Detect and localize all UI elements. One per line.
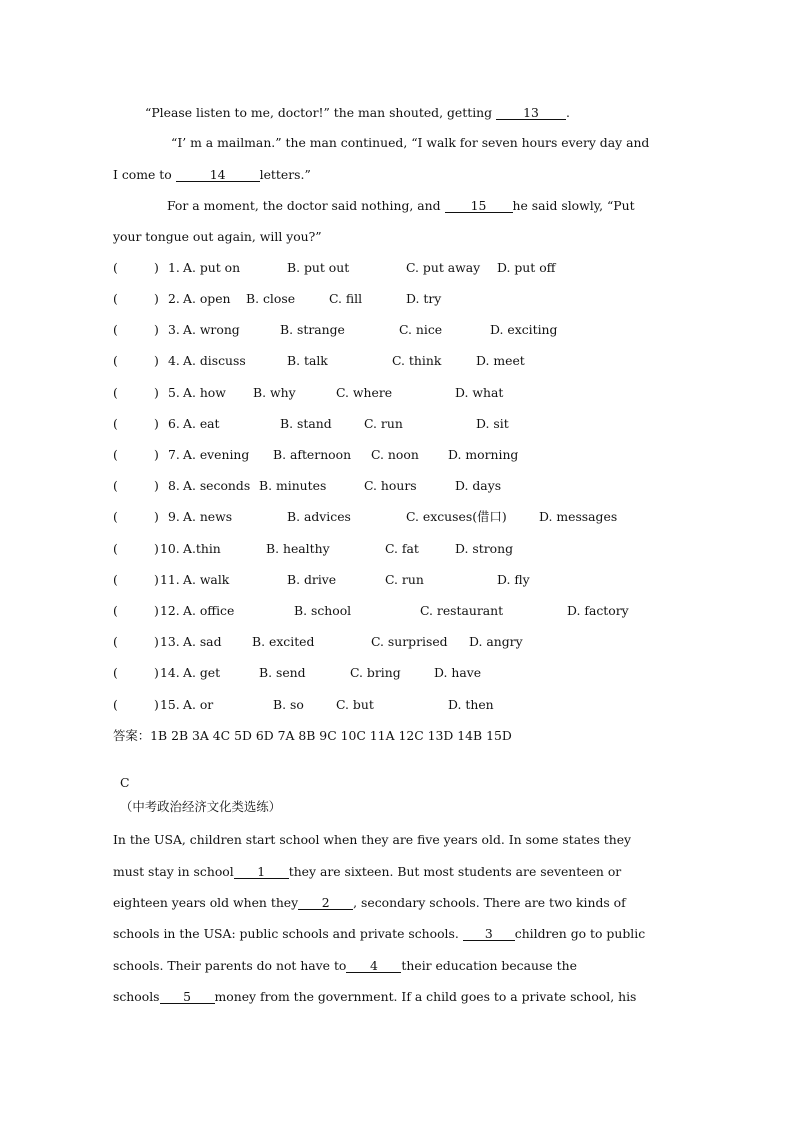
answer-key: 答案：1B 2B 3A 4C 5D 6D 7A 8B 9C 10C 11A 12C 13D 14B 15D [113, 728, 512, 743]
question-row: ( ) 3. A. wrong B. strange C. nice D. exciting [113, 322, 558, 337]
question-row: ( ) 10. A.thin B. healthy C. fat D. strong [113, 541, 514, 556]
blank-4: 4 [346, 959, 401, 973]
blank-1: 1 [234, 865, 289, 879]
passage-line: “I’ m a mailman.” the man continued, “I walk for seven hours every day and [171, 135, 650, 150]
question-row: ( ) 7. A. evening B. afternoon C. noon D. morning [113, 447, 519, 462]
blank-13: 13 [496, 106, 566, 120]
passage-line: “Please listen to me, doctor!” the man shouted, getting 13 . [145, 105, 570, 120]
blank-14: 14 [176, 168, 260, 182]
blank-2: 2 [298, 896, 353, 910]
question-row: ( ) 5. A. how B. why C. where D. what [113, 385, 504, 400]
question-row: ( ) 2. A. open B. close C. fill D. try [113, 291, 442, 306]
passage-line: eighteen years old when they 2 , secondary schools. There are two kinds of [113, 895, 626, 910]
question-row: ( ) 13. A. sad B. excited C. surprised D. angry [113, 634, 523, 649]
passage-line: schools in the USA: public schools and private schools. 3 children go to public [113, 926, 646, 941]
blank-3: 3 [463, 927, 515, 941]
question-row: ( ) 11. A. walk B. drive C. run D. fly [113, 572, 530, 587]
passage-line: I come to 14 letters.” [113, 167, 311, 182]
section-subtitle: （中考政治经济文化类选练） [120, 799, 282, 814]
passage-line: schools. Their parents do not have to 4 their education because the [113, 958, 577, 973]
question-row: ( ) 4. A. discuss B. talk C. think D. meet [113, 353, 525, 368]
question-row: ( ) 8. A. seconds B. minutes C. hours D. days [113, 478, 502, 493]
question-row: ( ) 1. A. put on B. put out C. put away D. put off [113, 260, 556, 275]
passage-line: In the USA, children start school when they are five years old. In some states they [113, 832, 632, 847]
passage-line: For a moment, the doctor said nothing, and 15 he said slowly, “Put [167, 198, 635, 213]
question-row: ( ) 15. A. or B. so C. but D. then [113, 697, 494, 712]
passage-line: schools 5 money from the government. If a child goes to a private school, his [113, 989, 637, 1004]
question-row: ( ) 12. A. office B. school C. restaurant D. factory [113, 603, 629, 618]
question-row: ( ) 6. A. eat B. stand C. run D. sit [113, 416, 509, 431]
question-row: ( ) 9. A. news B. advices C. excuses(借口) D. messages [113, 509, 618, 524]
blank-5: 5 [160, 990, 215, 1004]
blank-15: 15 [445, 199, 513, 213]
passage-line: your tongue out again, will you?” [113, 229, 322, 244]
question-row: ( ) 14. A. get B. send C. bring D. have [113, 665, 482, 680]
section-label: C [120, 775, 130, 790]
passage-line: must stay in school 1 they are sixteen. But most students are seventeen or [113, 864, 622, 879]
